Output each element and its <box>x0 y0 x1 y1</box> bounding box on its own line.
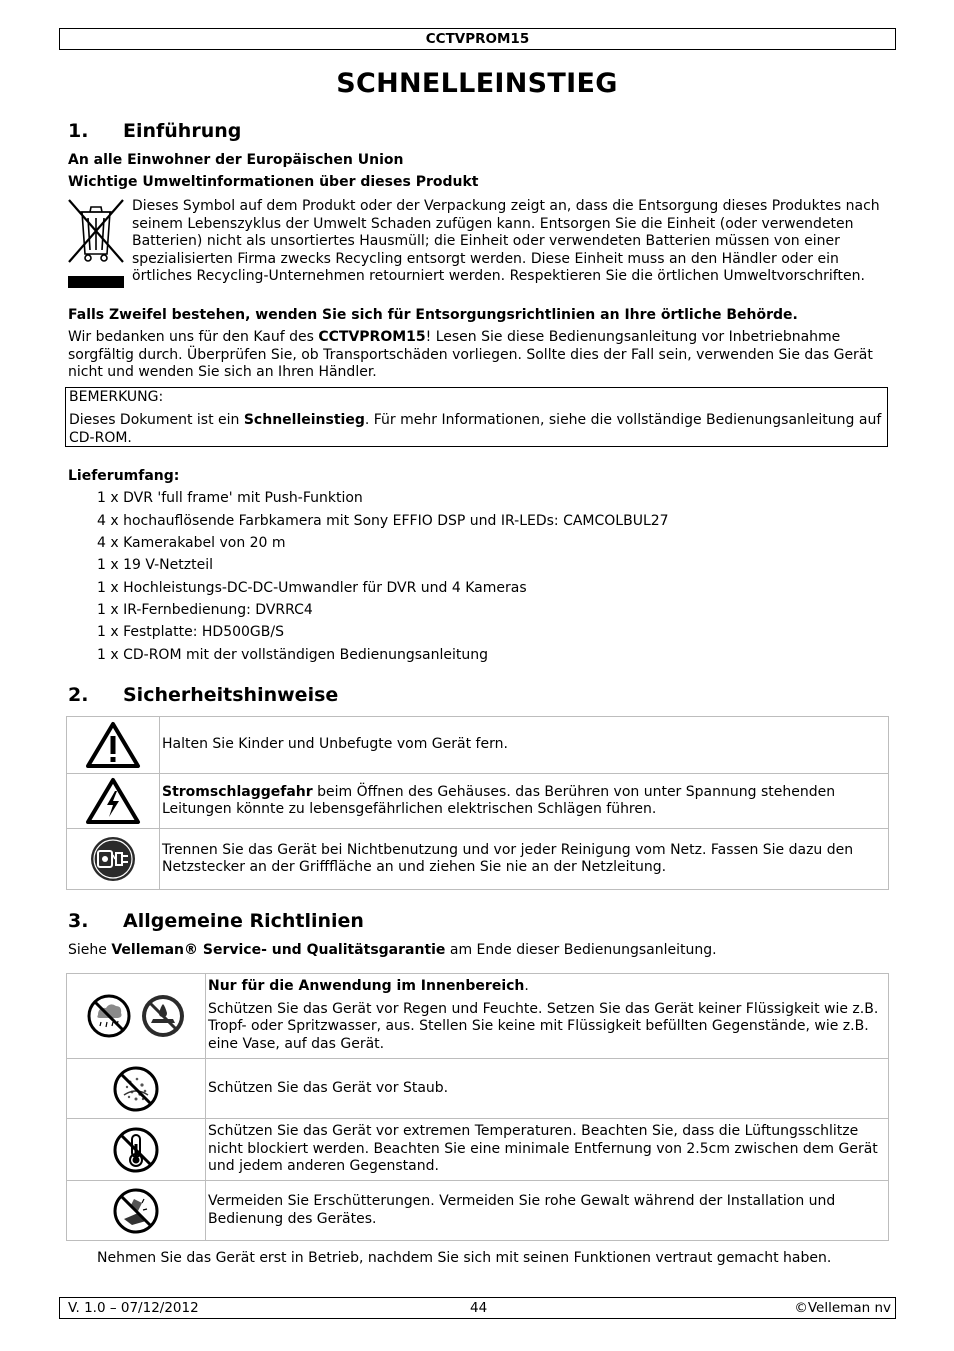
list-item: 1 x Hochleistungs-DC-DC-Umwandler für DVR und 4 Kameras <box>97 580 527 596</box>
table-row <box>67 717 889 774</box>
list-item: 4 x Kamerakabel von 20 m <box>97 535 286 551</box>
table-row: Nur für die Anwendung im Innenbereich. Schützen Sie das Gerät vor Regen und Feuchte. Setzen Sie das Gerät keiner Flüssigkeit wie z.B. Tropf- oder Spritzwasser, aus. Stellen Sie keine mit Flüssigkeit befüllten Gegenstände, wie z.B. eine Vase, auf das Gerät. <box>67 974 889 1059</box>
note-label: BEMERKUNG: <box>69 389 164 405</box>
safety-text: Halten Sie Kinder und Unbefugte vom Gerät fern. <box>162 736 508 753</box>
table-row <box>67 1059 889 1119</box>
doubt-text: Falls Zweifel bestehen, wenden Sie sich für Entsorgungsrichtlinien an Ihre örtliche Behörde. <box>68 307 798 323</box>
no-dust-icon <box>112 1065 160 1113</box>
thermometer-icon <box>112 1126 160 1174</box>
safety-table <box>66 716 889 890</box>
rain-text: Schützen Sie das Gerät vor Regen und Feuchte. Setzen Sie das Gerät keiner Flüssigkeit wie z.B. Tropf- oder Spritzwasser, aus. Stellen Sie keine mit Flüssigkeit befüllten Gegenstände, wie z.B. eine Vase, auf das Gerät. <box>208 1000 879 1052</box>
indoor-only-text: Nur für die Anwendung im Innenbereich <box>208 978 525 994</box>
vibration-text: Vermeiden Sie Erschütterungen. Vermeiden Sie rohe Gewalt während der Installation und Bedienung des Gerätes. <box>208 1193 836 1227</box>
safety-bold: Stromschlaggefahr <box>162 783 313 800</box>
eu-title: An alle Einwohner der Europäischen Union <box>68 152 404 168</box>
guidelines-intro: Siehe Velleman® Service- und Qualitätsgarantie am Ende dieser Bedienungsanleitung. <box>68 942 717 958</box>
table-row <box>67 829 889 890</box>
list-item: 4 x hochauflösende Farbkamera mit Sony EFFIO DSP und IR-LEDs: CAMCOLBUL27 <box>97 513 669 529</box>
thanks-text: Wir bedanken uns für den Kauf des CCTVPROM15! Lesen Sie diese Bedienungsanleitung vor Inbetriebnahme sorgfältig durch. Überprüfen Sie, ob Transportschäden vorliegen. Sollte dies der Fall sein, verwenden Sie das Gerät nicht und wenden Sie sich an Ihren Händler. <box>68 329 873 380</box>
guidelines-table <box>66 973 889 1241</box>
electric-shock-icon <box>85 777 141 825</box>
note-box <box>65 387 888 447</box>
table-row <box>67 774 889 829</box>
no-liquid-icon <box>140 993 186 1039</box>
no-shock-icon <box>112 1187 160 1235</box>
safety-text: Trennen Sie das Gerät bei Nichtbenutzung und vor jeder Reinigung vom Netz. Fassen Sie dazu den Netzstecker an der Grifffläche an und ziehen Sie nie an der Netzleitung. <box>162 841 854 875</box>
no-rain-icon <box>86 993 132 1039</box>
closing-text: Nehmen Sie das Gerät erst in Betrieb, nachdem Sie sich mit seinen Funktionen vertraut gemacht haben. <box>97 1250 832 1266</box>
page-number: 44 <box>470 1300 488 1316</box>
footer-copyright: ©Velleman nv <box>794 1300 891 1316</box>
header-model: CCTVPROM15 <box>425 31 530 47</box>
section-1-heading: 1. Einführung <box>68 120 242 142</box>
scope-title: Lieferumfang: <box>68 468 180 484</box>
section-3-heading: 3. Allgemeine Richtlinien <box>68 910 364 932</box>
dust-text: Schützen Sie das Gerät vor Staub. <box>208 1079 449 1096</box>
list-item: 1 x CD-ROM mit der vollständigen Bedienungsanleitung <box>97 647 488 663</box>
footer-version: V. 1.0 – 07/12/2012 <box>68 1300 199 1316</box>
warning-triangle-icon <box>85 721 141 769</box>
list-item: 1 x DVR 'full frame' mit Push-Funktion <box>97 490 363 506</box>
table-row <box>67 1181 889 1241</box>
page-footer <box>59 1297 896 1319</box>
safety-text: beim Öffnen des Gehäuses. das Berühren von unter Spannung stehenden Leitungen könnte zu lebensgefährlichen elektrischen Schlägen führen. <box>162 783 836 817</box>
weee-bin-icon <box>66 198 126 290</box>
temperature-text: Schützen Sie das Gerät vor extremen Temperaturen. Beachten Sie, dass die Lüftungsschlitze nicht blockiert werden. Beachten Sie eine minimale Entfernung von 2.5cm zwischen dem Gerät und jedem anderen Gegenstand. <box>208 1123 878 1175</box>
env-text: Dieses Symbol auf dem Produkt oder der Verpackung zeigt an, dass die Entsorgung dieses Produktes nach seinem Lebenszyklus der Umwelt Schaden zufügen kann. Entsorgen Sie die Einheit (oder verwendeten Batterien) nicht als unsortiertes Hausmüll; die Einheit oder verwendeten Batterien müssen von einer spezialisierten Firma zwecks Recycling entsorgt werden. Diese Einheit muss an den Händler oder ein örtliches Recycling-Unternehmen retourniert werden. Respektieren Sie die örtlichen Umweltvorschriften. <box>132 198 880 284</box>
env-title: Wichtige Umweltinformationen über dieses Produkt <box>68 174 479 190</box>
page-title: SCHNELLEINSTIEG <box>336 68 618 99</box>
list-item: 1 x IR-Fernbedienung: DVRRC4 <box>97 602 313 618</box>
table-row <box>67 1119 889 1181</box>
section-2-heading: 2. Sicherheitshinweise <box>68 684 339 706</box>
page-header <box>59 28 896 50</box>
list-item: 1 x 19 V-Netzteil <box>97 557 213 573</box>
unplug-icon <box>89 835 137 883</box>
note-text: Dieses Dokument ist ein Schnelleinstieg. Für mehr Informationen, siehe die vollständige Bedienungsanleitung auf CD-ROM. <box>69 412 882 446</box>
list-item: 1 x Festplatte: HD500GB/S <box>97 624 284 640</box>
